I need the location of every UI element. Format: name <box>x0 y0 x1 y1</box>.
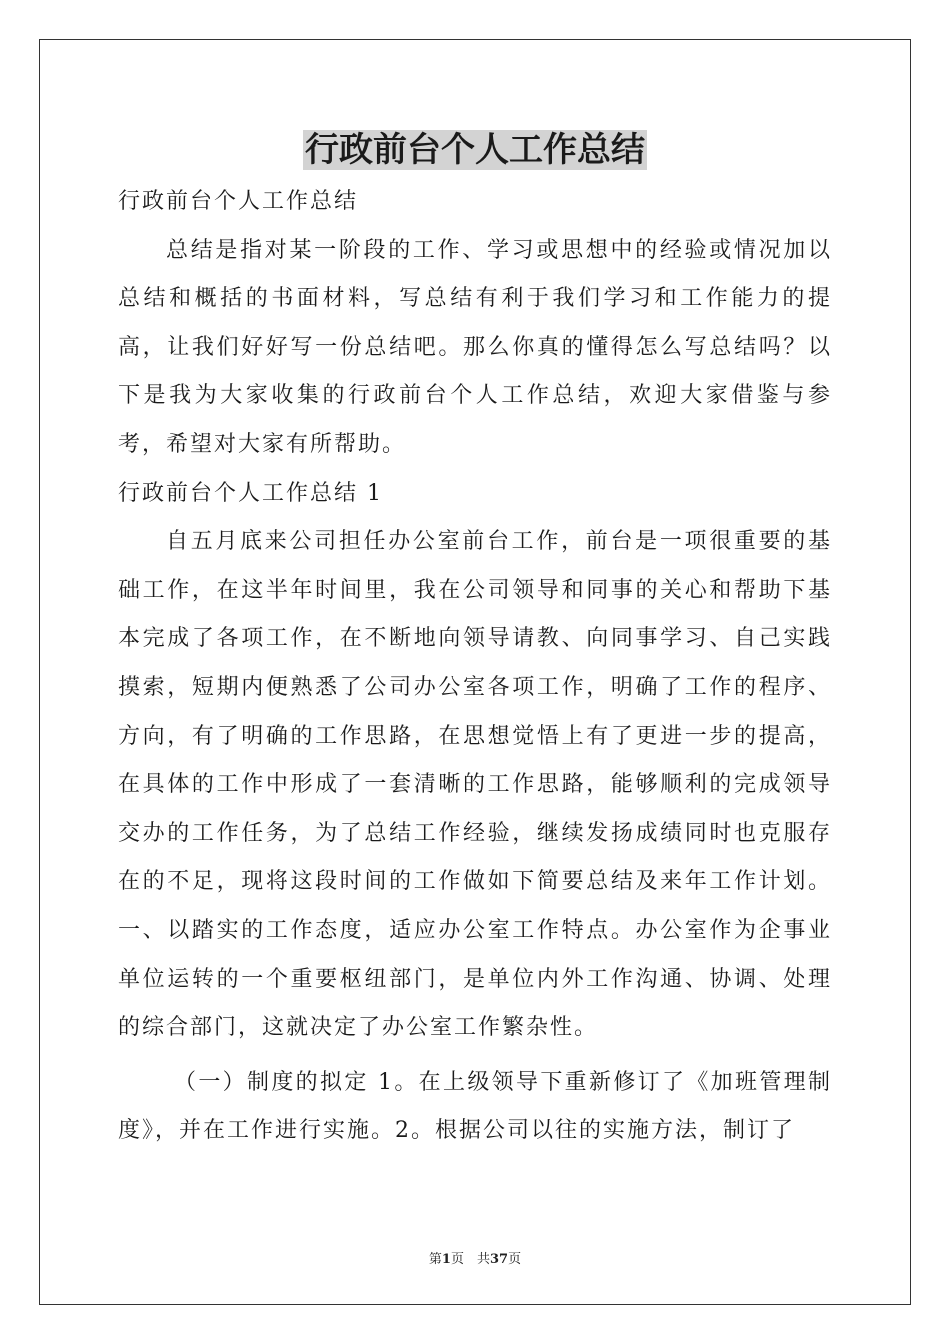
footer-page-current: 1 <box>441 1252 451 1267</box>
footer-page-suffix: 页 <box>508 1252 522 1267</box>
body-paragraph: 自五月底来公司担任办公室前台工作，前台是一项很重要的基础工作，在这半年时间里，我在公司领导和同事的关心和帮助下基本完成了各项工作，在不断地向领导请教、向同事学习、自己实践摸索，短期内便熟悉了公司办公室各项工作，明确了工作的程序、方向，有了明确的工作思路，在思想觉悟上有了更进一步的提高，在具体的工作中形成了一套清晰的工作思路，能够顺利的完成领导交办的工作任务，为了总结工作经验，继续发扬成绩同时也克服存在的不足，现将这段时间的工作做如下简要总结及来年工作计划。一、以踏实的工作态度，适应办公室工作特点。办公室作为企事业单位运转的一个重要枢纽部门，是单位内外工作沟通、协调、处理的综合部门，这就决定了办公室工作繁杂性。 <box>118 529 832 1041</box>
intro-paragraph: 总结是指对某一阶段的工作、学习或思想中的经验或情况加以总结和概括的书面材料，写总结有利于我们学习和工作能力的提高，让我们好好写一份总结吧。那么你真的懂得怎么写总结吗？以下是我为大家收集的行政前台个人工作总结，欢迎大家借鉴与参考，希望对大家有所帮助。 <box>118 237 832 457</box>
document-title <box>0 128 950 172</box>
footer-page-mid: 页 共 <box>450 1252 490 1267</box>
document-subtitle: 行政前台个人工作总结 <box>118 189 359 214</box>
document-body <box>118 178 832 1156</box>
footer-page-total: 37 <box>489 1252 509 1267</box>
footer-page-prefix: 第 <box>428 1252 442 1267</box>
section-heading: 行政前台个人工作总结 1 <box>118 480 383 506</box>
document-title-text: 行政前台个人工作总结 <box>305 130 645 170</box>
sub-paragraph: （一）制度的拟定 1。在上级领导下重新修订了《加班管理制度》，并在工作进行实施。2。根据公司以往的实施方法，制订了 <box>118 1069 832 1144</box>
page-footer <box>0 1248 950 1267</box>
